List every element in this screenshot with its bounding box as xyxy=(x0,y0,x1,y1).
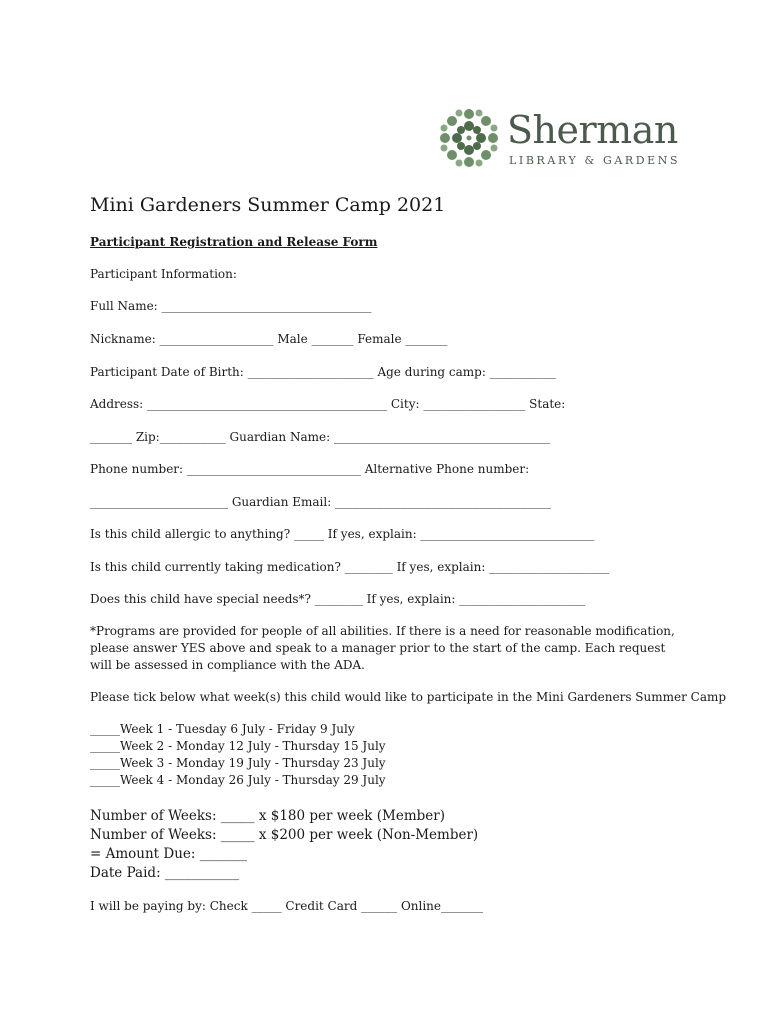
payment-method-line: I will be paying by: Check _____ Credit Card ______ Online_______ xyxy=(90,899,484,913)
logo-tagline: LIBRARY & GARDENS xyxy=(509,154,681,167)
amount-due-line: = Amount Due: _______ xyxy=(90,846,247,862)
phone-field: Phone number: _____________________________ Alternative Phone number: xyxy=(90,462,530,476)
full-name-field: Full Name: ___________________________________ xyxy=(90,299,372,313)
week-tick-prompt: Please tick below what week(s) this child would like to participate in the Mini Gardeners Summer Camp xyxy=(90,690,727,704)
participant-info-heading: Participant Information: xyxy=(90,267,237,281)
allergy-field: Is this child allergic to anything? _____ If yes, explain: _____________________________ xyxy=(90,527,595,541)
member-fee-line: Number of Weeks: _____ x $180 per week (Member) xyxy=(90,808,446,824)
dob-age-field: Participant Date of Birth: _____________________ Age during camp: ___________ xyxy=(90,365,556,379)
medication-field: Is this child currently taking medication? ________ If yes, explain: ____________________ xyxy=(90,560,610,574)
week-option: _____Week 3 - Monday 19 July - Thursday 23 July xyxy=(90,756,386,770)
nickname-gender-field: Nickname: ___________________ Male _______ Female _______ xyxy=(90,332,448,346)
fee-section xyxy=(90,807,690,883)
guardian-email-field: _______________________ Guardian Email: ____________________________________ xyxy=(90,495,552,509)
address-field: Address: ________________________________________ City: _________________ State: xyxy=(90,397,566,411)
week-option: _____Week 4 - Monday 26 July - Thursday 29 July xyxy=(90,773,386,787)
nonmember-fee-line: Number of Weeks: _____ x $200 per week (Non-Member) xyxy=(90,827,479,843)
ada-note: *Programs are provided for people of all abilities. If there is a need for reasonable modification, please answer YES above and speak to a manager prior to the start of the camp. Each request will be assessed in compliance with the ADA. xyxy=(90,624,675,672)
zip-guardian-field: _______ Zip:___________ Guardian Name: ____________________________________ xyxy=(90,430,550,444)
date-paid-line: Date Paid: ___________ xyxy=(90,865,240,881)
flower-mark-icon xyxy=(439,108,499,168)
week-option: _____Week 2 - Monday 12 July - Thursday 15 July xyxy=(90,739,386,753)
special-needs-field: Does this child have special needs*? ________ If yes, explain: _____________________ xyxy=(90,592,586,606)
sherman-logo xyxy=(439,108,684,172)
logo-name: Sherman xyxy=(507,108,678,152)
form-title: Mini Gardeners Summer Camp 2021 xyxy=(90,194,446,216)
form-subtitle: Participant Registration and Release Form xyxy=(90,235,378,249)
week-option: _____Week 1 - Tuesday 6 July - Friday 9 July xyxy=(90,722,355,736)
week-list xyxy=(90,721,690,789)
